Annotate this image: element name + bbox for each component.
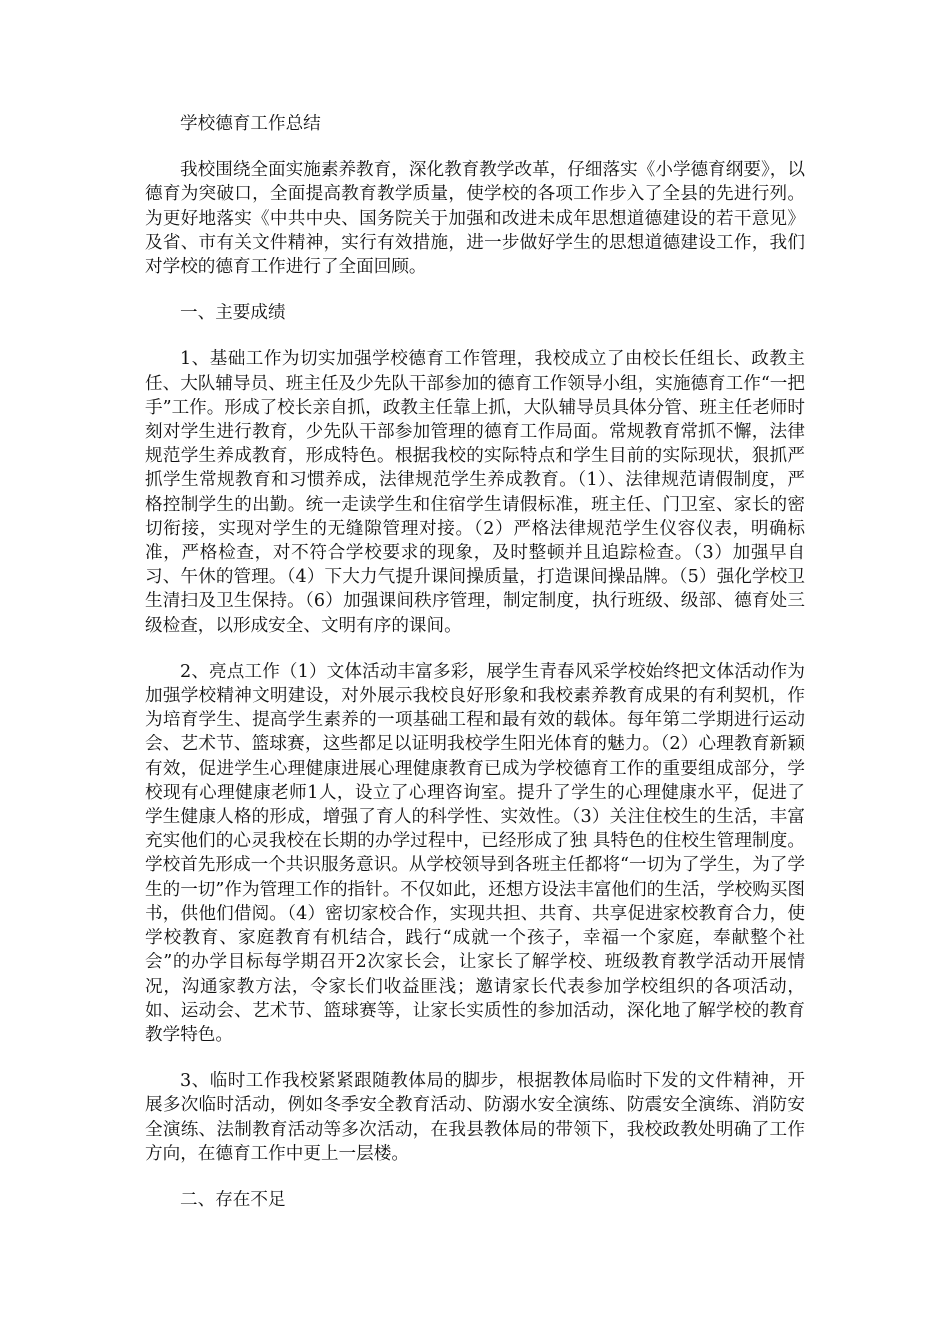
document-body [145, 112, 805, 1234]
paragraph-basic-work: 1、基础工作为切实加强学校德育工作管理，我校成立了由校长任组长、政教主任、大队辅导员、班主任及少先队干部参加的德育工作领导小组，实施德育工作“一把手”工作。形成了校长亲自抓，政教主任靠上抓，大队辅导员具体分管、班主任老师时刻对学生进行教育，少先队干部参加管理的德育工作局面。常规教育常抓不懈，法律规范学生养成教育，形成特色。根据我校的实际特点和学生目前的实际现状，狠抓严抓学生常规教育和习惯养成，法律规范学生养成教育。（1）、法律规范请假制度，严格控制学生的出勤。统一走读学生和住宿学生请假标准，班主任、门卫室、家长的密切衔接，实现对学生的无缝隙管理对接。（2）严格法律规范学生仪容仪表，明确标准，严格检查，对不符合学校要求的现象，及时整顿并且追踪检查。（3）加强早自习、午休的管理。（4）下大力气提升课间操质量，打造课间操品牌。（5）强化学校卫生清扫及卫生保持。（6）加强课间秩序管理，制定制度，执行班级、级部、德育处三级检查，以形成安全、文明有序的课间。 [145, 349, 805, 636]
document-title: 学校德育工作总结 [180, 114, 321, 134]
section-heading-achievements: 一、主要成绩 [180, 303, 286, 324]
section-heading-shortcomings: 二、存在不足 [180, 1189, 286, 1210]
paragraph-highlight-work: 2、亮点工作（1）文体活动丰富多彩，展学生青春风采学校始终把文体活动作为加强学校精神文明建设，对外展示我校良好形象和我校素养教育成果的有利契机，作为培育学生、提高学生素养的一项基础工程和最有效的载体。每年第二学期进行运动会、艺术节、篮球赛，这些都足以证明我校学生阳光体育的魅力。（2）心理教育新颖有效，促进学生心理健康进展心理健康教育已成为学校德育工作的重要组成部分，学校现有心理健康老师1人，设立了心理咨询室。提升了学生的心理健康水平，促进了学生健康人格的形成，增强了育人的科学性、实效性。（3）关注住校生的生活，丰富充实他们的心灵我校在长期的办学过程中，已经形成了独 具特色的住校生管理制度。学校首先形成一个共识服务意识。从学校领导到各班主任都将“一切为了学生，为了学生的一切”作为管理工作的指针。不仅如此，还想方设法丰富他们的生活，学校购买图书，供他们借阅。（4）密切家校合作，实现共担、共育、共享促进家校教育合力，使学校教育、家庭教育有机结合，践行“成就一个孩子，幸福一个家庭，奉献整个社会”的办学目标每学期召开2次家长会，让家长了解学校、班级教育教学活动开展情况，沟通家教方法，令家长们收益匪浅；邀请家长代表参加学校组织的各项活动，如、运动会、艺术节、篮球赛等，让家长实质性的参加活动，深化地了解学校的教育教学特色。 [145, 661, 805, 1045]
paragraph-temporary-work: 3、临时工作我校紧紧跟随教体局的脚步，根据教体局临时下发的文件精神，开展多次临时活动，例如冬季安全教育活动、防溺水安全演练、防震安全演练、消防安全演练、法制教育活动等多次活动，在我县教体局的带领下，我校政教处明确了工作方向，在德育工作中更上一层楼。 [145, 1071, 805, 1164]
intro-paragraph: 我校围绕全面实施素养教育，深化教育教学改革，仔细落实《小学德育纲要》，以德育为突破口，全面提高教育教学质量，使学校的各项工作步入了全县的先进行列。为更好地落实《中共中央、国务院关于加强和改进未成年思想道德建设的若干意见》及省、市有关文件精神，实行有效措施，进一步做好学生的思想道德建设工作，我们对学校的德育工作进行了全面回顾。 [145, 160, 805, 278]
